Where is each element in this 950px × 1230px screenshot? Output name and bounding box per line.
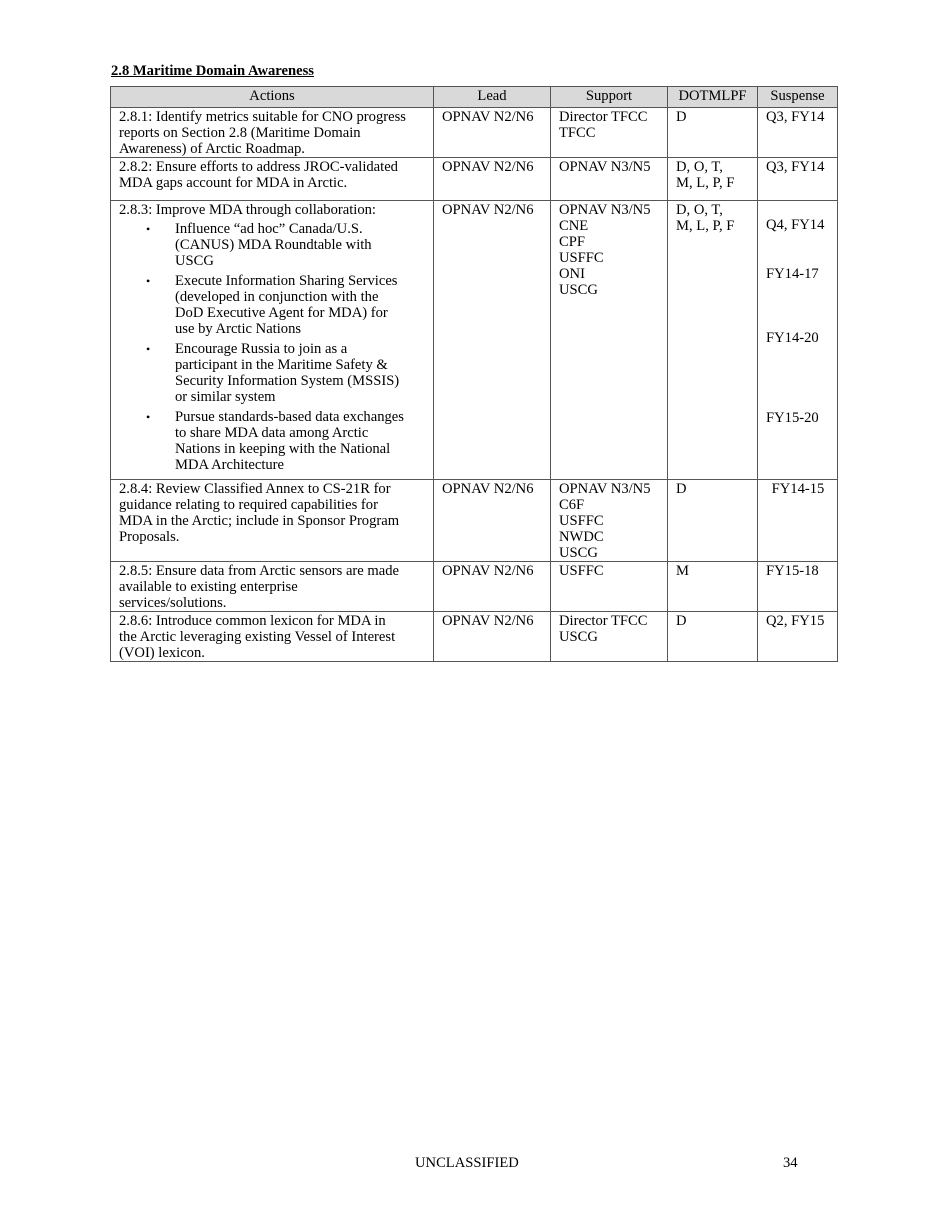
action-text: Awareness) of Arctic Roadmap.	[119, 141, 305, 157]
support-cell	[551, 108, 668, 158]
bullet-item	[119, 221, 426, 269]
action-cell	[111, 108, 434, 158]
support-org: USCG	[559, 282, 598, 298]
dotmlpf-cell	[668, 562, 758, 612]
support-org: ONI	[559, 266, 585, 282]
dotmlpf-value: D	[676, 481, 687, 497]
bullet-text: USCG	[175, 253, 214, 269]
action-text: guidance relating to required capabilities for	[119, 497, 378, 513]
support-org: OPNAV N3/N5	[559, 202, 651, 218]
action-text: 2.8.4: Review Classified Annex to CS-21R for	[119, 481, 391, 497]
lead-cell: OPNAV N2/N6	[434, 562, 551, 612]
action-bullet-list	[119, 221, 426, 473]
bullet-text: Security Information System (MSSIS)	[175, 373, 400, 389]
lead-cell: OPNAV N2/N6	[434, 108, 551, 158]
action-text: 2.8.6: Introduce common lexicon for MDA in	[119, 613, 386, 629]
bullet-icon: •	[146, 222, 151, 236]
action-cell	[111, 562, 434, 612]
support-cell	[551, 612, 668, 662]
support-org: USFFC	[559, 563, 604, 579]
bullet-text: Nations in keeping with the National	[175, 441, 391, 457]
suspense-cell: FY15-18	[758, 562, 838, 612]
support-org: Director TFCC	[559, 613, 648, 629]
bullet-item	[119, 409, 426, 473]
lead-cell: OPNAV N2/N6	[434, 158, 551, 201]
dotmlpf-value: D, O, T,	[676, 202, 723, 218]
support-org: OPNAV N3/N5	[559, 481, 651, 497]
support-org: C6F	[559, 497, 585, 513]
header-dotmlpf: DOTMLPF	[668, 87, 758, 108]
bullet-text: (developed in conjunction with the	[175, 289, 379, 305]
action-text: reports on Section 2.8 (Maritime Domain	[119, 125, 361, 141]
suspense-value: FY14-17	[766, 266, 819, 282]
table-row	[111, 612, 838, 662]
dotmlpf-value: D	[676, 613, 687, 629]
bullet-text: Encourage Russia to join as a	[175, 341, 348, 357]
action-text: Proposals.	[119, 529, 180, 545]
action-text: (VOI) lexicon.	[119, 645, 205, 661]
action-table	[110, 86, 838, 662]
suspense-value: Q4, FY14	[766, 217, 825, 233]
bullet-icon: •	[146, 274, 151, 288]
header-actions: Actions	[111, 87, 434, 108]
support-cell	[551, 158, 668, 201]
dotmlpf-cell	[668, 108, 758, 158]
support-org: USFFC	[559, 250, 604, 266]
support-cell	[551, 201, 668, 480]
suspense-value: FY14-20	[766, 330, 819, 346]
suspense-cell: Q3, FY14	[758, 158, 838, 201]
bullet-text: Execute Information Sharing Services	[175, 273, 398, 289]
table-header-row	[111, 87, 838, 108]
support-org: CPF	[559, 234, 585, 250]
dotmlpf-value: D, O, T,	[676, 159, 723, 175]
dotmlpf-value: M	[676, 563, 689, 579]
bullet-text: Influence “ad hoc” Canada/U.S.	[175, 221, 363, 237]
support-cell	[551, 562, 668, 612]
lead-cell: OPNAV N2/N6	[434, 480, 551, 562]
bullet-text: or similar system	[175, 389, 276, 405]
table-row	[111, 108, 838, 158]
dotmlpf-cell	[668, 612, 758, 662]
dotmlpf-value: M, L, P, F	[676, 218, 735, 234]
header-lead: Lead	[434, 87, 551, 108]
support-org: USCG	[559, 545, 598, 561]
bullet-text: MDA Architecture	[175, 457, 285, 473]
support-org: USFFC	[559, 513, 604, 529]
support-org: USCG	[559, 629, 598, 645]
support-org: CNE	[559, 218, 589, 234]
action-text: 2.8.5: Ensure data from Arctic sensors are made	[119, 563, 400, 579]
support-org: Director TFCC	[559, 109, 648, 125]
action-text: MDA in the Arctic; include in Sponsor Program	[119, 513, 400, 529]
lead-cell: OPNAV N2/N6	[434, 612, 551, 662]
support-org: NWDC	[559, 529, 604, 545]
action-cell	[111, 158, 434, 201]
action-text: available to existing enterprise	[119, 579, 298, 595]
support-org: OPNAV N3/N5	[559, 159, 651, 175]
bullet-icon: •	[146, 342, 151, 356]
support-org: TFCC	[559, 125, 596, 141]
bullet-item	[119, 273, 426, 337]
table-row	[111, 480, 838, 562]
action-cell	[111, 201, 434, 480]
suspense-cell: Q2, FY15	[758, 612, 838, 662]
action-text: 2.8.1: Identify metrics suitable for CNO progress	[119, 109, 406, 125]
bullet-text: participant in the Maritime Safety &	[175, 357, 388, 373]
suspense-value: FY15-20	[766, 410, 819, 426]
action-text: the Arctic leveraging existing Vessel of Interest	[119, 629, 396, 645]
header-support: Support	[551, 87, 668, 108]
support-cell	[551, 480, 668, 562]
bullet-text: to share MDA data among Arctic	[175, 425, 369, 441]
classification-marking: UNCLASSIFIED	[415, 1155, 519, 1171]
dotmlpf-value: M, L, P, F	[676, 175, 735, 191]
action-text: services/solutions.	[119, 595, 227, 611]
bullet-text: use by Arctic Nations	[175, 321, 302, 337]
dotmlpf-cell	[668, 480, 758, 562]
suspense-cell	[758, 201, 838, 480]
bullet-item	[119, 341, 426, 405]
lead-cell: OPNAV N2/N6	[434, 201, 551, 480]
suspense-cell: Q3, FY14	[758, 108, 838, 158]
table-row	[111, 201, 838, 480]
dotmlpf-cell	[668, 201, 758, 480]
action-text: 2.8.2: Ensure efforts to address JROC-validated	[119, 159, 398, 175]
action-cell	[111, 480, 434, 562]
table-row	[111, 158, 838, 201]
bullet-text: Pursue standards-based data exchanges	[175, 409, 404, 425]
action-text: 2.8.3: Improve MDA through collaboration:	[119, 202, 376, 218]
header-suspense: Suspense	[758, 87, 838, 108]
action-text: MDA gaps account for MDA in Arctic.	[119, 175, 348, 191]
table-row	[111, 562, 838, 612]
bullet-text: (CANUS) MDA Roundtable with	[175, 237, 372, 253]
bullet-icon: •	[146, 410, 151, 424]
action-cell	[111, 612, 434, 662]
page-number: 34	[783, 1155, 798, 1171]
dotmlpf-cell	[668, 158, 758, 201]
section-title: 2.8 Maritime Domain Awareness	[111, 63, 314, 79]
suspense-cell: FY14-15	[758, 480, 838, 562]
dotmlpf-value: D	[676, 109, 687, 125]
bullet-text: DoD Executive Agent for MDA) for	[175, 305, 388, 321]
